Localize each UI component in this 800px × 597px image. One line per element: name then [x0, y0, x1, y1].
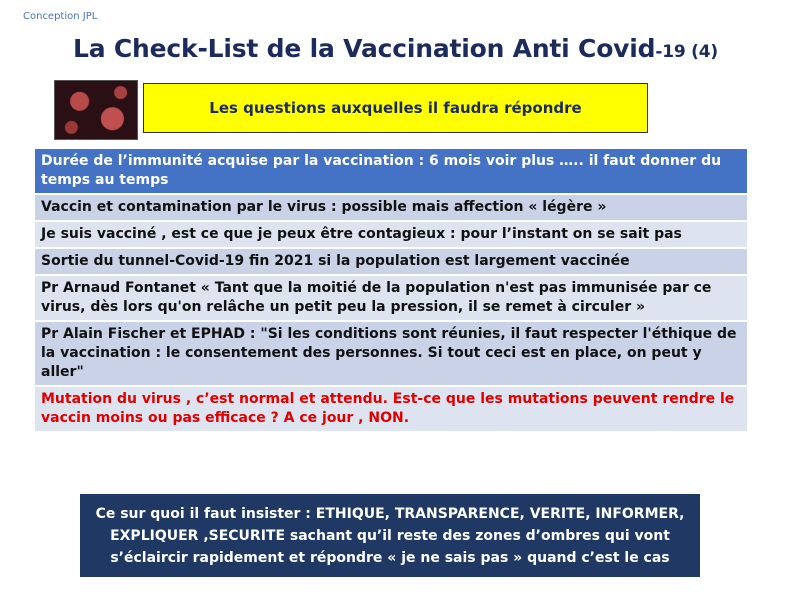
virus-image: [54, 80, 138, 140]
subtitle-text: Les questions auxquelles il faudra répondre: [209, 99, 582, 117]
checklist-row-immunity: Durée de l’immunité acquise par la vaccination : 6 mois voir plus ….. il faut donner du temps au temps: [35, 149, 747, 195]
credit-label: Conception JPL: [23, 11, 98, 22]
insist-text: Ce sur quoi il faut insister : ETHIQUE, TRANSPARENCE, VERITE, INFORMER, EXPLIQUER ,SECURITE sachant qu’il reste des zones d’ombres qui vont s’éclaircir rapidement et répondre « je ne sais pas » quand c’est le cas: [95, 505, 685, 566]
checklist-row-mutation: Mutation du virus , c’est normal et attendu. Est-ce que les mutations peuvent rendre le vaccin moins ou pas efficace ? A ce jour , NON.: [35, 387, 747, 433]
checklist-row-fischer: Pr Alain Fischer et EPHAD : "Si les conditions sont réunies, il faut respecter l'éthique de la vaccination : le consentement des personnes. Si tout ceci est en place, on peut y aller": [35, 322, 747, 387]
checklist-row-contamination: Vaccin et contamination par le virus : possible mais affection « légère »: [35, 195, 747, 222]
checklist-row-exit: Sortie du tunnel-Covid-19 fin 2021 si la population est largement vaccinée: [35, 249, 747, 276]
subtitle-box: [143, 83, 648, 133]
checklist-table: [35, 149, 747, 433]
checklist-row-contagious: Je suis vacciné , est ce que je peux être contagieux : pour l’instant on se sait pas: [35, 222, 747, 249]
insist-box: [80, 494, 700, 577]
checklist-row-fontanet: Pr Arnaud Fontanet « Tant que la moitié de la population n'est pas immunisée par ce virus, dès lors qu'on relâche un petit peu la pression, il se remet à circuler »: [35, 276, 747, 322]
title-suffix: -19 (4): [655, 42, 718, 62]
title-main: La Check-List de la Vaccination Anti Covid: [73, 34, 656, 63]
page-title: [73, 34, 773, 63]
